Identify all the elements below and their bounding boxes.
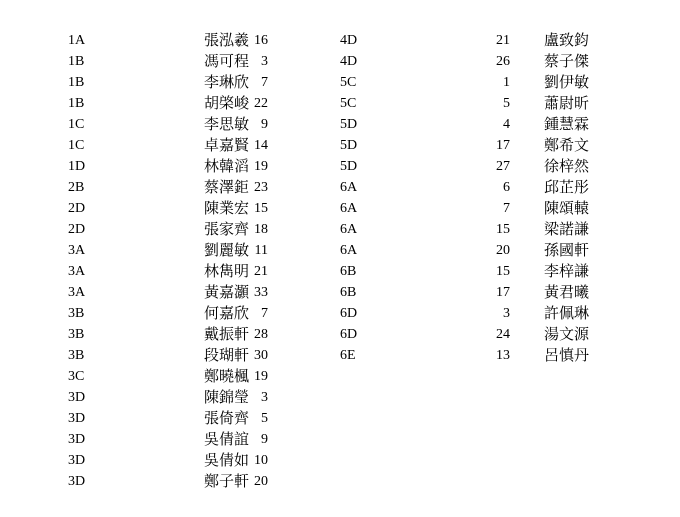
- class-code: 6A: [340, 180, 358, 195]
- student-name: 蕭尉昕: [544, 94, 590, 112]
- student-name: 林雋明: [204, 262, 250, 280]
- class-code: 3D: [68, 411, 86, 426]
- class-number: 20: [254, 474, 268, 489]
- student-name: 黃嘉灝: [204, 283, 250, 301]
- class-code: 6A: [340, 201, 358, 216]
- student-name: 吳倩如: [204, 451, 250, 469]
- class-code: 3D: [68, 474, 86, 489]
- student-name: 徐梓然: [544, 157, 590, 175]
- class-code: 3D: [68, 390, 86, 405]
- student-name: 鄭曉楓: [204, 367, 250, 385]
- class-number: 3: [261, 54, 268, 69]
- student-name: 邱芷彤: [544, 178, 590, 196]
- class-code: 3A: [68, 264, 86, 279]
- class-number: 20: [496, 243, 510, 258]
- class-number: 15: [254, 201, 268, 216]
- class-code: 1D: [68, 159, 86, 174]
- student-name: 劉伊敏: [544, 73, 590, 91]
- class-number: 3: [261, 390, 268, 405]
- class-number: 30: [254, 348, 268, 363]
- student-name: 劉麗敏: [204, 241, 250, 259]
- class-number: 7: [261, 306, 268, 321]
- student-name: 戴振軒: [204, 325, 250, 343]
- student-name: 段瑚軒: [204, 346, 250, 364]
- student-name: 呂慎丹: [544, 346, 590, 364]
- class-code: 2D: [68, 201, 86, 216]
- class-number: 21: [254, 264, 268, 279]
- class-code: 3A: [68, 285, 86, 300]
- class-number: 5: [503, 96, 510, 111]
- student-name: 陳頌轅: [544, 199, 590, 217]
- class-number: 15: [496, 222, 510, 237]
- class-code: 3A: [68, 243, 86, 258]
- class-code: 5D: [340, 117, 358, 132]
- student-name: 張倚齊: [204, 409, 250, 427]
- class-code: 2B: [68, 180, 85, 195]
- class-code: 3B: [68, 306, 85, 321]
- class-code: 1B: [68, 96, 85, 111]
- class-number: 11: [254, 243, 268, 258]
- class-number: 6: [503, 180, 510, 195]
- class-code: 6D: [340, 327, 358, 342]
- class-number: 10: [254, 453, 268, 468]
- class-number: 26: [496, 54, 510, 69]
- class-number: 3: [503, 306, 510, 321]
- class-number: 14: [254, 138, 268, 153]
- class-number: 28: [254, 327, 268, 342]
- student-name: 卓嘉賢: [204, 136, 250, 154]
- student-name: 湯文源: [544, 325, 590, 343]
- class-number: 17: [496, 138, 510, 153]
- student-name: 李梓謙: [544, 262, 590, 280]
- student-name: 何嘉欣: [204, 304, 250, 322]
- student-name: 張泓羲: [204, 31, 250, 49]
- class-code: 3B: [68, 327, 85, 342]
- student-name: 鄭子軒: [204, 472, 250, 490]
- student-name: 胡棨峻: [204, 94, 250, 112]
- class-number: 9: [261, 117, 268, 132]
- class-number: 27: [496, 159, 510, 174]
- class-number: 1: [503, 75, 510, 90]
- student-name: 李思敏: [204, 115, 250, 133]
- class-code: 1C: [68, 117, 85, 132]
- student-name: 張家齊: [204, 220, 250, 238]
- class-number: 17: [496, 285, 510, 300]
- student-name: 許佩琳: [544, 304, 590, 322]
- class-number: 23: [254, 180, 268, 195]
- class-number: 22: [254, 96, 268, 111]
- class-number: 13: [496, 348, 510, 363]
- student-name: 林韓滔: [204, 157, 250, 175]
- class-code: 3B: [68, 348, 85, 363]
- class-number: 7: [261, 75, 268, 90]
- class-code: 5D: [340, 138, 358, 153]
- class-number: 33: [254, 285, 268, 300]
- class-number: 19: [254, 369, 268, 384]
- class-number: 7: [503, 201, 510, 216]
- class-code: 6B: [340, 285, 357, 300]
- class-code: 3D: [68, 453, 86, 468]
- class-number: 4: [503, 117, 510, 132]
- class-number: 19: [254, 159, 268, 174]
- student-name: 梁諾謙: [544, 220, 590, 238]
- student-name: 鄭希文: [544, 136, 590, 154]
- class-number: 24: [496, 327, 510, 342]
- class-code: 5C: [340, 96, 357, 111]
- class-code: 3C: [68, 369, 85, 384]
- class-number: 16: [254, 33, 268, 48]
- student-name: 孫國軒: [544, 241, 590, 259]
- class-code: 1B: [68, 75, 85, 90]
- student-name: 李琳欣: [204, 73, 250, 91]
- class-code: 1C: [68, 138, 85, 153]
- student-name: 吳倩誼: [204, 430, 250, 448]
- student-name: 鍾慧霖: [544, 115, 590, 133]
- student-name: 盧致鈞: [544, 31, 590, 49]
- student-name: 馮可程: [204, 52, 250, 70]
- student-name: 陳業宏: [204, 199, 250, 217]
- class-code: 1B: [68, 54, 85, 69]
- class-code: 6A: [340, 222, 358, 237]
- class-code: 6E: [340, 348, 356, 363]
- student-name: 黃君曦: [544, 283, 590, 301]
- student-name: 蔡澤鉅: [204, 178, 250, 196]
- class-number: 15: [496, 264, 510, 279]
- class-code: 2D: [68, 222, 86, 237]
- class-code: 6B: [340, 264, 357, 279]
- class-number: 21: [496, 33, 510, 48]
- class-code: 3D: [68, 432, 86, 447]
- class-number: 5: [261, 411, 268, 426]
- class-code: 5C: [340, 75, 357, 90]
- class-code: 5D: [340, 159, 358, 174]
- class-number: 9: [261, 432, 268, 447]
- class-code: 4D: [340, 33, 358, 48]
- class-code: 6D: [340, 306, 358, 321]
- class-code: 6A: [340, 243, 358, 258]
- class-code: 4D: [340, 54, 358, 69]
- class-number: 18: [254, 222, 268, 237]
- student-name: 蔡子傑: [544, 52, 590, 70]
- class-code: 1A: [68, 33, 86, 48]
- student-name: 陳錦瑩: [204, 388, 250, 406]
